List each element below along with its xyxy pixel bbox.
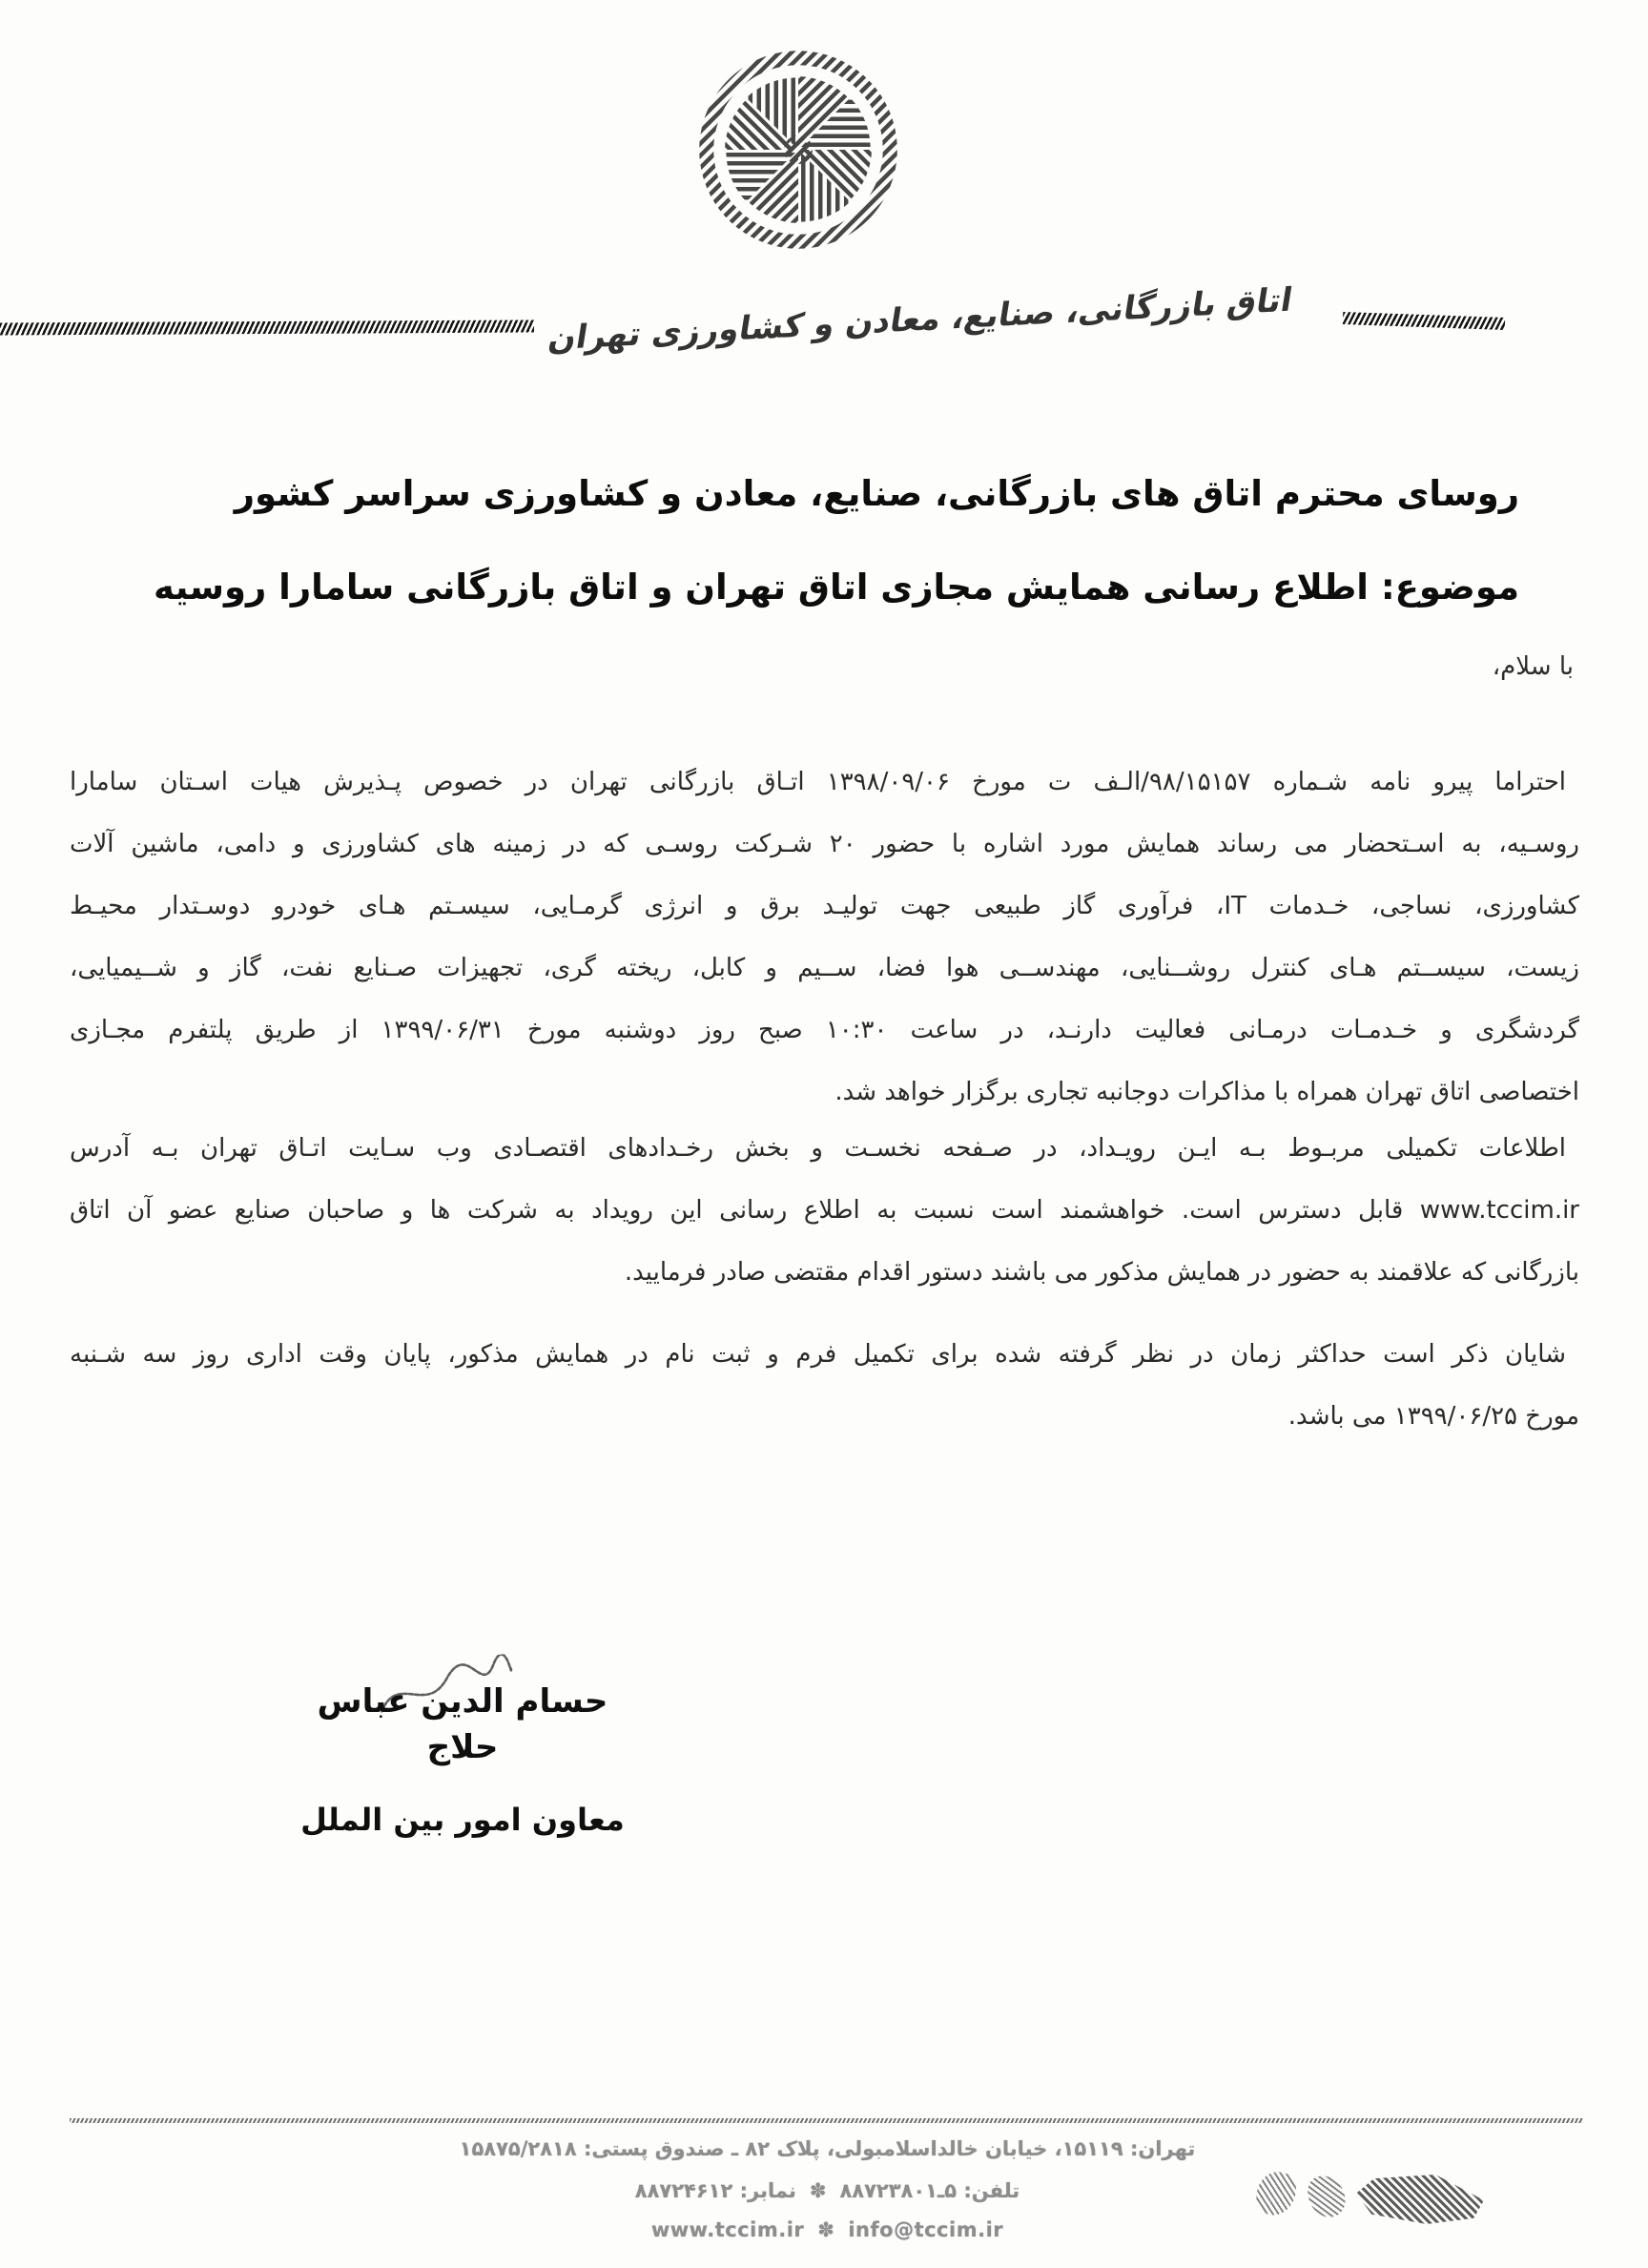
paragraph-line: کشاورزی، نساجی، خـدمات IT، فرآوری گاز طبیعی جهت تولیـد برق و انرژی گرمـایی، سیسـتم هـای خودرو دوسـتدار محیـط <box>70 892 1579 920</box>
body-paragraph-3 <box>70 1324 1579 1448</box>
paragraph-line: روسـیه، به اسـتحضار می رساند همایش مورد اشاره با حضور ۲۰ شـرکت روسـی که در زمینه های کشاورزی و دامی، ماشین آلات <box>70 830 1579 858</box>
paragraph-line: احتراما پیرو نامه شـماره ۹۸/۱۵۱۵۷/الـف ت مورخ ۱۳۹۸/۰۹/۰۶ اتـاق بازرگانی تهران در خصوص پـذیرش هیات اسـتان سامارا <box>70 768 1566 796</box>
paragraph-line: زیست، سیســتم هـای کنترل روشــنایی، مهندســی هوا فضا، ســیم و کابل، ریخته گری، تجهیزات صـنایع نفت، گاز و شــیمیایی، <box>70 954 1579 982</box>
footer-phone: تلفن: ۵ـ۸۸۷۲۳۸۰۱ <box>839 2179 1020 2202</box>
footer-phone-fax <box>72 2176 1583 2205</box>
paragraph-line: اختصاصی اتاق تهران همراه با مذاکرات دوجانبه تجاری برگزار خواهد شد. <box>834 1078 1579 1106</box>
body-paragraph-2 <box>70 1118 1579 1304</box>
footer-rule <box>70 2118 1583 2123</box>
paragraph-line: شایان ذکر است حداکثر زمان در نظر گرفته شده برای تکمیل فرم و ثبت نام در همایش مذکور، پایان وقت اداری روز سه شـنبه <box>70 1340 1566 1369</box>
paragraph-line: مورخ ۱۳۹۹/۰۶/۲۵ می باشد. <box>1288 1402 1579 1431</box>
flower-separator-icon: ✽ <box>817 2218 835 2241</box>
footer-address: تهران: ۱۵۱۱۹، خیابان خالداسلامبولی، پلاک ۸۲ ـ صندوق پستی: ۱۵۸۷۵/۲۸۱۸ <box>459 2137 1196 2160</box>
subject-heading: موضوع: اطلاع رسانی همایش مجازی اتاق تهران و اتاق بازرگانی سامارا روسیه <box>154 567 1519 608</box>
signature-block <box>277 1679 649 1841</box>
chamber-rosette-logo-icon <box>696 48 900 252</box>
footer-web-email <box>72 2216 1583 2244</box>
footer-fax: نمابر: ۸۸۷۲۴۶۱۲ <box>634 2179 796 2202</box>
signatory-name: حسام الدین عباس حلاج <box>317 1682 608 1766</box>
paragraph-line: بازرگانی که علاقمند به حضور در همایش مذکور می باشند دستور اقدام مقتضی صادر فرمایید. <box>624 1258 1579 1287</box>
letterhead-calligraphy: اتاق بازرگانی، صنایع، معادن و کشاورزی تهران <box>546 280 1295 359</box>
letterhead-rule-right <box>1343 312 1505 330</box>
signatory-title: معاون امور بین الملل <box>300 1802 625 1838</box>
body-paragraph-1 <box>70 752 1579 1124</box>
paragraph-line: اطلاعات تکمیلی مربـوط بـه ایـن رویـداد، در صـفحه نخسـت و بخش رخـدادهای اقتصـادی وب سـایت اتـاق تهران بـه آدرس <box>70 1134 1566 1163</box>
letterhead-rule-left <box>0 320 534 336</box>
flower-separator-icon: ✽ <box>809 2179 827 2202</box>
footer-email: info@tccim.ir <box>848 2218 1004 2241</box>
salutation: با سلام، <box>1492 652 1574 681</box>
footer-website: www.tccim.ir <box>650 2218 805 2241</box>
paragraph-line: گردشگری و خـدمـات درمـانی فعالیت دارنـد، در ساعت ۱۰:۳۰ صبح روز دوشنبه مورخ ۱۳۹۹/۰۶/۳۱ از طریق پلتفرم مجـازی <box>70 1016 1579 1044</box>
paragraph-line: www.tccim.ir قابل دسترس است. خواهشمند است نسبت به اطلاع رسانی این رویداد به شرکت ها و صاحبان صنایع عضو آن اتاق <box>70 1196 1579 1225</box>
recipient-heading: روسای محترم اتاق های بازرگانی، صنایع، معادن و کشاورزی سراسر کشور <box>234 473 1519 514</box>
